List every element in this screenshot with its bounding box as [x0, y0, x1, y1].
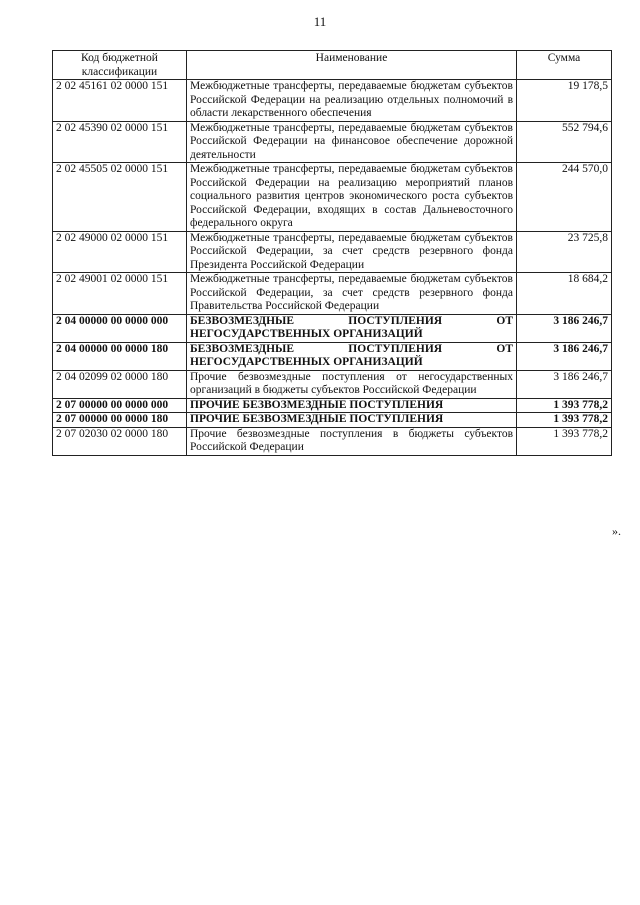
row-code: 2 04 00000 00 0000 000: [53, 314, 187, 342]
row-sum: 3 186 246,7: [517, 370, 612, 398]
row-code: 2 02 45390 02 0000 151: [53, 121, 187, 163]
table-header-row: [53, 51, 612, 80]
row-sum: 19 178,5: [517, 80, 612, 122]
row-code: 2 02 49001 02 0000 151: [53, 273, 187, 315]
table-row: [53, 427, 612, 455]
row-name: Прочие безвозмездные поступления в бюджеты субъектов Российской Федерации: [187, 427, 517, 455]
row-sum: 1 393 778,2: [517, 413, 612, 428]
row-name: Межбюджетные трансферты, передаваемые бюджетам субъектов Российской Федерации на финансовое обеспечение дорожной деятельности: [187, 121, 517, 163]
table-row: [53, 80, 612, 122]
row-code: 2 02 49000 02 0000 151: [53, 231, 187, 273]
header-name: Наименование: [187, 51, 517, 80]
row-sum: 244 570,0: [517, 163, 612, 232]
table-row: [53, 342, 612, 370]
header-sum: Сумма: [517, 51, 612, 80]
header-code: Код бюджетной классификации: [53, 51, 187, 80]
table-body: [53, 80, 612, 456]
row-name: ПРОЧИЕ БЕЗВОЗМЕЗДНЫЕ ПОСТУПЛЕНИЯ: [187, 398, 517, 413]
row-name: Прочие безвозмездные поступления от негосударственных организаций в бюджеты субъектов Российской Федерации: [187, 370, 517, 398]
row-code: 2 02 45505 02 0000 151: [53, 163, 187, 232]
row-code: 2 02 45161 02 0000 151: [53, 80, 187, 122]
row-name: БЕЗВОЗМЕЗДНЫЕ ПОСТУПЛЕНИЯ ОТ НЕГОСУДАРСТВЕННЫХ ОРГАНИЗАЦИЙ: [187, 314, 517, 342]
budget-revenue-table: [52, 50, 612, 456]
row-sum: 552 794,6: [517, 121, 612, 163]
row-sum: 1 393 778,2: [517, 398, 612, 413]
row-name: БЕЗВОЗМЕЗДНЫЕ ПОСТУПЛЕНИЯ ОТ НЕГОСУДАРСТВЕННЫХ ОРГАНИЗАЦИЙ: [187, 342, 517, 370]
table-row: [53, 121, 612, 163]
row-sum: 23 725,8: [517, 231, 612, 273]
row-code: 2 04 00000 00 0000 180: [53, 342, 187, 370]
table-row: [53, 314, 612, 342]
table-row: [53, 413, 612, 428]
row-sum: 3 186 246,7: [517, 314, 612, 342]
closing-quote-mark: ».: [612, 524, 621, 538]
row-name: Межбюджетные трансферты, передаваемые бюджетам субъектов Российской Федерации, за счет средств резервного фонда Президента Российской Федерации: [187, 231, 517, 273]
row-code: 2 04 02099 02 0000 180: [53, 370, 187, 398]
table-row: [53, 398, 612, 413]
row-sum: 18 684,2: [517, 273, 612, 315]
row-sum: 3 186 246,7: [517, 342, 612, 370]
row-code: 2 07 00000 00 0000 000: [53, 398, 187, 413]
row-code: 2 07 00000 00 0000 180: [53, 413, 187, 428]
row-name: Межбюджетные трансферты, передаваемые бюджетам субъектов Российской Федерации на реализацию отдельных полномочий в области лекарственного обеспечения: [187, 80, 517, 122]
page-number: 11: [313, 14, 327, 29]
table-row: [53, 163, 612, 232]
table-row: [53, 273, 612, 315]
table-row: [53, 370, 612, 398]
row-name: Межбюджетные трансферты, передаваемые бюджетам субъектов Российской Федерации, за счет средств резервного фонда Правительства Российской Федерации: [187, 273, 517, 315]
row-sum: 1 393 778,2: [517, 427, 612, 455]
row-name: Межбюджетные трансферты, передаваемые бюджетам субъектов Российской Федерации на реализацию мероприятий планов социального развития центров экономического роста субъектов Российской Федерации, входящих в состав Дальневосточного федерального округа: [187, 163, 517, 232]
table-row: [53, 231, 612, 273]
row-code: 2 07 02030 02 0000 180: [53, 427, 187, 455]
row-name: ПРОЧИЕ БЕЗВОЗМЕЗДНЫЕ ПОСТУПЛЕНИЯ: [187, 413, 517, 428]
